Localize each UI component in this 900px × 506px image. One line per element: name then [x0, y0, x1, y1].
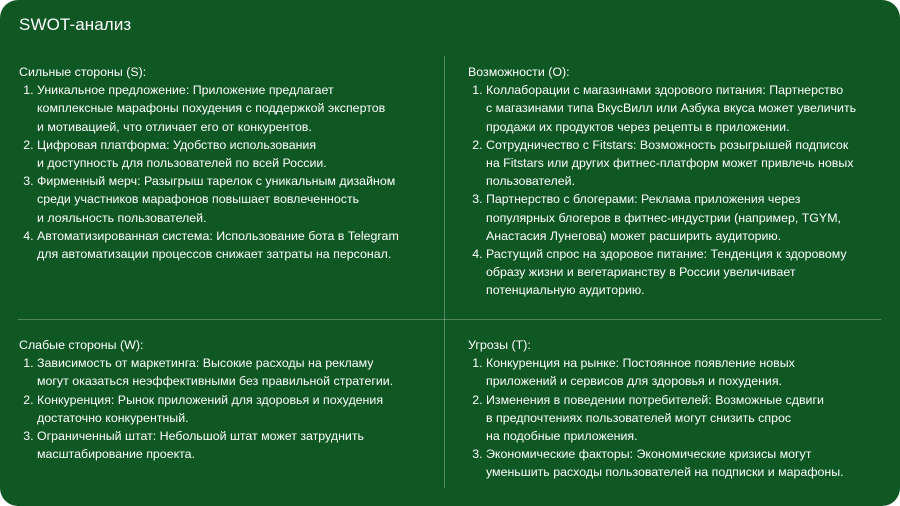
strengths-item: 3. Фирменный мерч: Разыгрыш тарелок с уникальным дизайном среди участников марафонов повышает вовлеченность и лояльность пользователей.	[37, 172, 434, 227]
threats-item: 2. Изменения в поведении потребителей: Возможные сдвиги в предпочтениях пользователей могут снизить спрос на подобные приложения.	[486, 391, 888, 446]
strengths-item: 4. Автоматизированная система: Использование бота в Telegram для автоматизации процессов снижает затраты на персонал.	[37, 227, 434, 263]
weaknesses-item: 2. Конкуренция: Рынок приложений для здоровья и похудения достаточно конкурентный.	[37, 391, 434, 427]
opportunities-item: 4. Растущий спрос на здоровое питание: Тенденция к здоровому образу жизни и вегетарианству в России увеличивает потенциальную аудиторию.	[486, 245, 888, 300]
weaknesses-item: 3. Ограниченный штат: Небольшой штат может затруднить масштабирование проекта.	[37, 427, 434, 463]
opportunities-item: 1. Коллаборации с магазинами здорового питания: Партнерство с магазинами типа ВкусВилл или Азбука вкуса может увеличить продажи их продуктов через рецепты в приложении.	[486, 81, 888, 136]
opportunities-item: 2. Сотрудничество с Fitstars: Возможность розыгрышей подписок на Fitstars или других фитнес-платформ может привлечь новых пользователей.	[486, 136, 888, 191]
threats-item: 1. Конкуренция на рынке: Постоянное появление новых приложений и сервисов для здоровья и похудения.	[486, 354, 888, 390]
weaknesses-item: 1. Зависимость от маркетинга: Высокие расходы на рекламу могут оказаться неэффективными без правильной стратегии.	[37, 354, 434, 390]
opportunities-section	[468, 63, 888, 300]
page-title: SWOT-анализ	[19, 15, 132, 34]
strengths-item: 1. Уникальное предложение: Приложение предлагает комплексные марафоны похудения с поддержкой экспертов и мотивацией, что отличает его от конкурентов.	[37, 81, 434, 136]
weaknesses-title: Слабые стороны (W):	[19, 338, 144, 352]
threats-title: Угрозы (T):	[468, 338, 531, 352]
opportunities-item: 3. Партнерство с блогерами: Реклама приложения через популярных блогеров в фитнес-индустрии (например, TGYM, Анастасия Лунегова) может расширить аудиторию.	[486, 190, 888, 245]
threats-section	[468, 336, 888, 482]
strengths-item: 2. Цифровая платформа: Удобство использования и доступность для пользователей по всей России.	[37, 136, 434, 172]
horizontal-divider	[18, 319, 881, 320]
opportunities-title: Возможности (O):	[468, 65, 570, 79]
strengths-section	[19, 63, 434, 263]
vertical-divider	[444, 56, 445, 488]
strengths-title: Сильные стороны (S):	[19, 65, 147, 79]
threats-item: 3. Экономические факторы: Экономические кризисы могут уменьшить расходы пользователей на подписки и марафоны.	[486, 445, 888, 481]
weaknesses-section	[19, 336, 434, 463]
